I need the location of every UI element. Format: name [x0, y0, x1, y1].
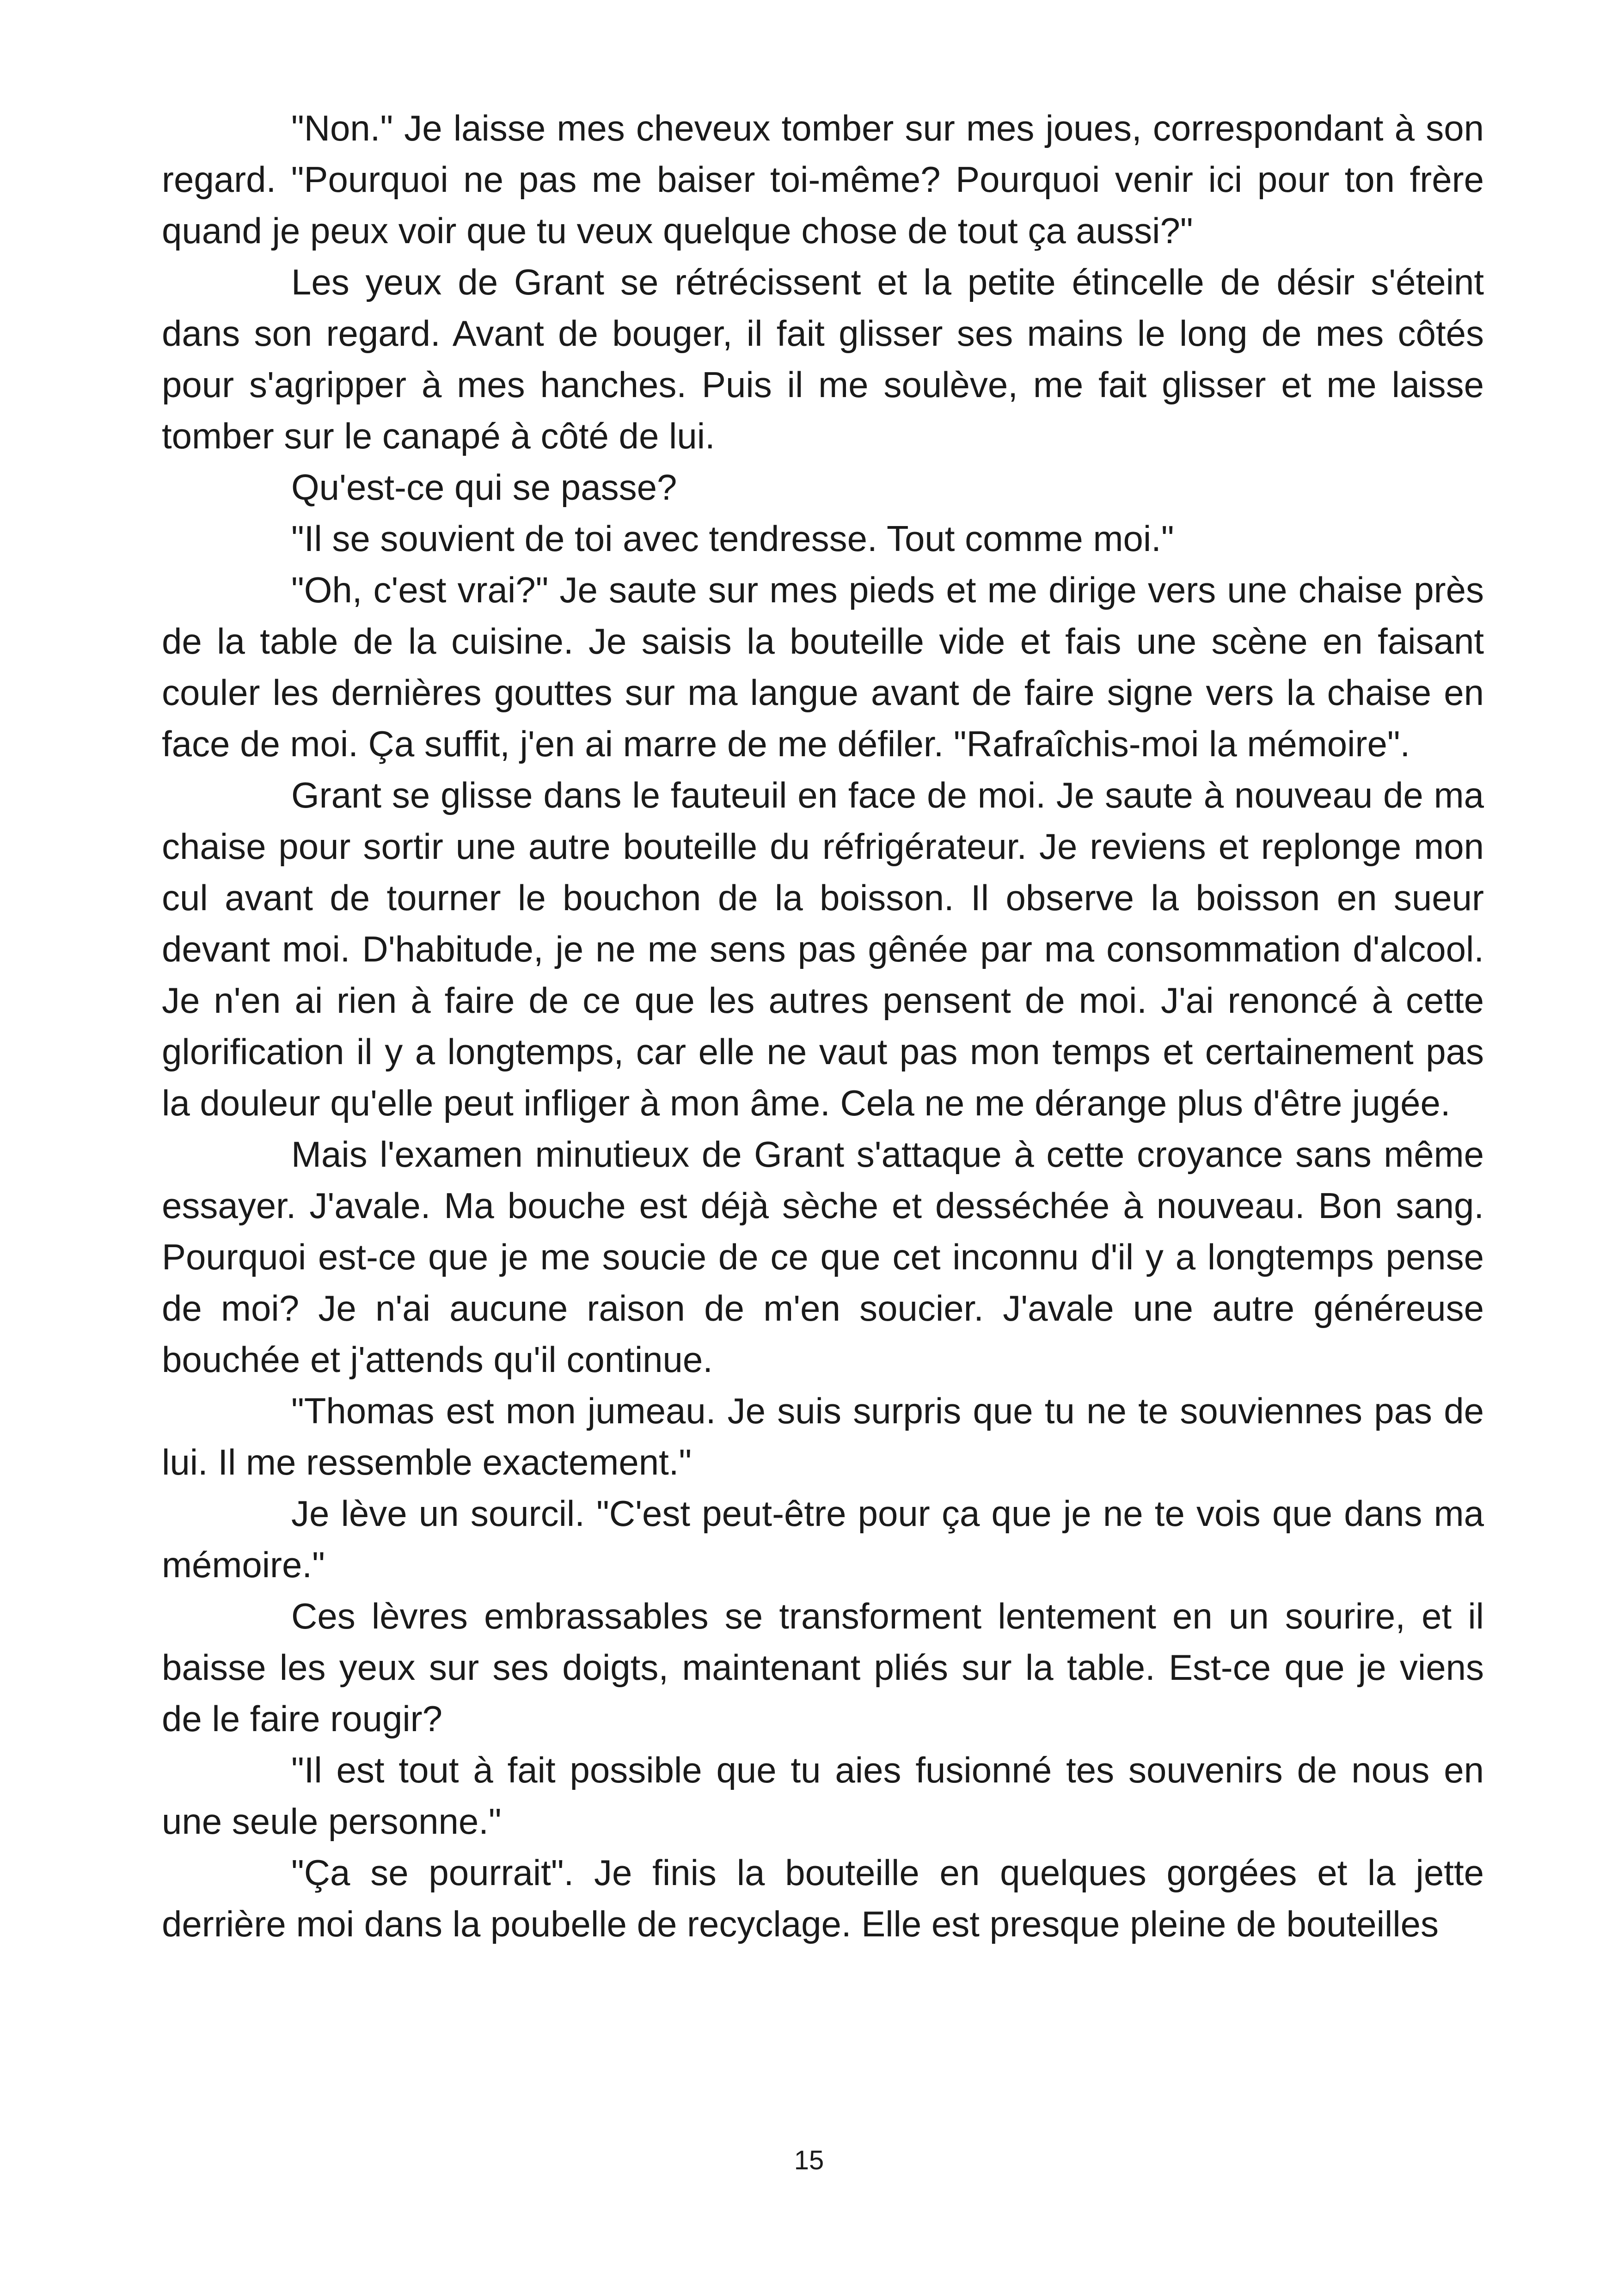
- paragraph: "Il est tout à fait possible que tu aies fusionné tes souvenirs de nous en une seule personne.": [162, 1750, 1484, 1842]
- paragraph: "Ça se pourrait". Je finis la bouteille en quelques gorgées et la jette derrière moi dans la poubelle de recyclage. Elle est presque pleine de bouteilles: [162, 1852, 1484, 1944]
- paragraph: Qu'est-ce qui se passe?: [291, 467, 677, 508]
- paragraph: Les yeux de Grant se rétrécissent et la petite étincelle de désir s'éteint dans son regard. Avant de bouger, il fait glisser ses mains le long de mes côtés pour s'agripper à mes hanches. Puis il me soulève, me fait glisser et me laisse tomber sur le canapé à côté de lui.: [162, 262, 1484, 456]
- paragraph: "Il se souvient de toi avec tendresse. Tout comme moi.": [291, 518, 1174, 559]
- paragraph: "Non." Je laisse mes cheveux tomber sur mes joues, correspondant à son regard. "Pourquoi ne pas me baiser toi-même? Pourquoi venir ici pour ton frère quand je peux voir que tu veux quelque chose de tout ça aussi?": [162, 108, 1484, 251]
- paragraph: "Thomas est mon jumeau. Je suis surpris que tu ne te souviennes pas de lui. Il me ressemble exactement.": [162, 1390, 1484, 1482]
- paragraph: Ces lèvres embrassables se transforment lentement en un sourire, et il baisse les yeux sur ses doigts, maintenant pliés sur la table. Est-ce que je viens de le faire rougir?: [162, 1596, 1484, 1739]
- page-number: 15: [794, 2145, 824, 2175]
- paragraph: Je lève un sourcil. "C'est peut-être pour ça que je ne te vois que dans ma mémoire.": [162, 1493, 1484, 1585]
- paragraph: Mais l'examen minutieux de Grant s'attaque à cette croyance sans même essayer. J'avale. Ma bouche est déjà sèche et desséchée à nouveau. Bon sang. Pourquoi est-ce que je me soucie de ce que cet inconnu d'il y a longtemps pense de moi? Je n'ai aucune raison de m'en soucier. J'avale une autre généreuse bouchée et j'attends qu'il continue.: [162, 1134, 1484, 1380]
- paragraph: Grant se glisse dans le fauteuil en face de moi. Je saute à nouveau de ma chaise pour sortir une autre bouteille du réfrigérateur. Je reviens et replonge mon cul avant de tourner le bouchon de la boisson. Il observe la boisson en sueur devant moi. D'habitude, je ne me sens pas gênée par ma consommation d'alcool. Je n'en ai rien à faire de ce que les autres pensent de moi. J'ai renoncé à cette glorification il y a longtemps, car elle ne vaut pas mon temps et certainement pas la douleur qu'elle peut infliger à mon âme. Cela ne me dérange plus d'être jugée.: [162, 775, 1484, 1123]
- page-body: [162, 103, 1484, 1950]
- paragraph: "Oh, c'est vrai?" Je saute sur mes pieds et me dirige vers une chaise près de la table de la cuisine. Je saisis la bouteille vide et fais une scène en faisant couler les dernières gouttes sur ma langue avant de faire signe vers la chaise en face de moi. Ça suffit, j'en ai marre de me défiler. "Rafraîchis-moi la mémoire".: [162, 569, 1484, 764]
